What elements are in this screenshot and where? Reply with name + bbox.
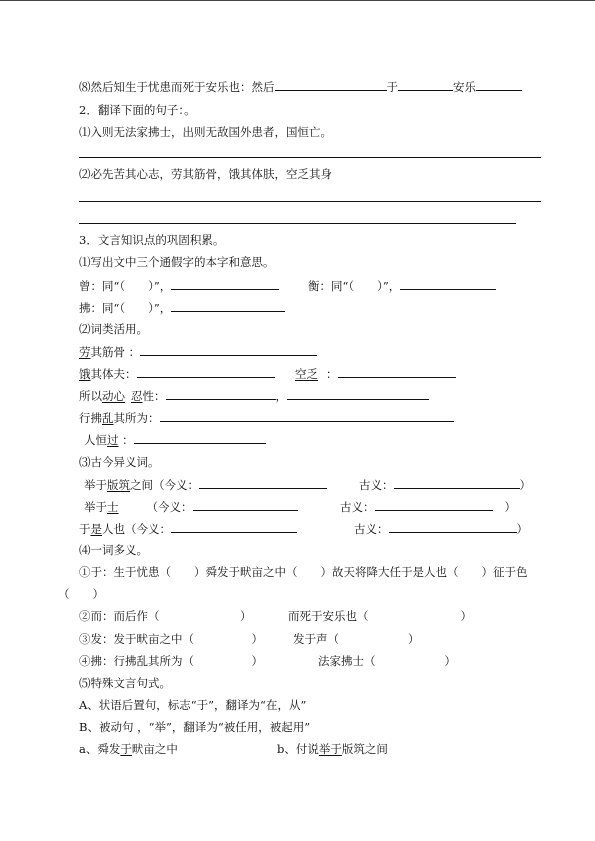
cilei-e-blank[interactable] (137, 366, 275, 378)
cilei-row-1-text: 其筋骨 ： (90, 345, 141, 359)
gujin-row-3 (79, 521, 297, 536)
gujin-row-2b (340, 499, 516, 514)
cilei-row-1 (79, 344, 317, 359)
q8-anle: 安乐 (453, 80, 476, 94)
duoyi-er-b: 而死于安乐也（ ） (288, 609, 472, 623)
page-top-border (0, 0, 595, 1)
gujin-row-2-text: （今义： (146, 500, 193, 514)
cilei-row-5 (84, 432, 266, 447)
gujin-r2-jinyi-blank[interactable] (193, 499, 298, 511)
q8-blank-1[interactable] (275, 79, 387, 91)
gujin-r3-guyi-blank[interactable] (389, 521, 517, 533)
gujin-word-banzhu: 版筑 (107, 478, 130, 492)
cilei-word-luan: 乱 (102, 411, 114, 425)
cilei-row-2b (295, 366, 456, 381)
gujin-row-3-pre: 于 (79, 522, 91, 536)
cilei-word-lao: 劳 (79, 345, 91, 359)
cilei-row-2-text: 其体夫： (90, 367, 137, 381)
duoyi-fu-a: ④拂：行拂乱其所为（ ） (79, 654, 263, 668)
cilei-row-4-pre: 行拂 (79, 411, 102, 425)
gujin-r3-guyi-label: 古义： (354, 522, 389, 536)
q2-sentence-1: ⑴入则无法家拂士，出则无敌国外患者，国恒亡。 (79, 125, 332, 139)
gujin-r1-guyi-label: 古义： (359, 478, 394, 492)
duoyi-fa-a: ③发：发于畎亩之中（ ） (79, 632, 263, 646)
duoyi-title: ⑷一词多义。 (79, 543, 148, 557)
jushi-example-a (79, 742, 178, 756)
cilei-row-4 (79, 410, 454, 425)
gujin-row-2 (84, 499, 298, 514)
cilei-row-5-pre: 人恒 (84, 433, 107, 447)
gujin-r1-guyi-blank[interactable] (394, 477, 520, 489)
gujin-r1-jinyi-blank[interactable] (199, 477, 327, 489)
jushi-ex-a-rest: 畎亩之中 (131, 742, 178, 756)
duoyi-yu-line: ①于：生于忧患（ ）舜发于畎亩之中（ ）故天将降大任于是人也（ ）征于色 (79, 565, 528, 579)
cilei-row-3-text: 性： (142, 389, 166, 403)
cilei-row-4-text: 其所为： (113, 411, 160, 425)
cilei-word-ren: 忍 (131, 389, 143, 403)
gujin-word-shi: 士 (107, 500, 119, 514)
q8-yu: 于 (386, 80, 398, 94)
q8-prefix: ⑻然后知生于忧患而死于安乐也：然后 (79, 80, 275, 94)
q2-answer-line-3[interactable] (79, 223, 516, 224)
gujin-row-1b (359, 477, 531, 492)
tongjia-row-2 (79, 300, 285, 315)
jushi-title: ⑸特殊文言句式。 (79, 676, 171, 690)
cilei-row-3-pre: 所以 (79, 389, 102, 403)
cilei-renxing-blank[interactable] (287, 388, 429, 400)
jushi-a: A、状语后置句，标志“于”，翻译为“在，从” (79, 698, 307, 712)
tongjia-heng-blank[interactable] (400, 278, 496, 290)
gujin-title: ⑶古今异义词。 (79, 455, 160, 469)
tongjia-fu-blank[interactable] (171, 300, 285, 312)
gujin-row-3b (354, 521, 528, 536)
jushi-ex-b-rest: 版筑之间 (341, 742, 388, 756)
tongjia-heng-label: 衡：同“（ ）”， (308, 279, 401, 293)
gujin-r2-guyi-label: 古义： (340, 500, 375, 514)
cilei-word-kongfa: 空乏 (295, 367, 318, 381)
q2-sentence-2: ⑵必先苦其心志，劳其筋骨，饿其体肤，空乏其身 (79, 167, 332, 181)
jushi-ex-a-pre: a、舜发 (79, 742, 121, 756)
jushi-example-b (277, 742, 388, 756)
cilei-dongxin-blank[interactable] (166, 388, 276, 400)
cilei-word-e: 饿 (79, 367, 91, 381)
cilei-title: ⑵词类活用。 (79, 322, 148, 336)
q8-blank-2[interactable] (398, 79, 453, 91)
q8-line (79, 79, 522, 94)
gujin-row-1 (84, 477, 327, 492)
cilei-kongfa-colon: ： (326, 367, 338, 381)
gujin-r1-close: ） (519, 478, 531, 492)
gujin-r3-close: ） (516, 522, 528, 536)
tongjia-zeng-blank[interactable] (171, 278, 279, 290)
tongjia-zeng-label: 曾：同“（ ）”， (79, 279, 172, 293)
gujin-word-shi2: 是 (90, 522, 102, 536)
cilei-row-3 (79, 388, 429, 403)
gujin-row-1-text: 之间（今义： (130, 478, 199, 492)
cilei-row-3-comma: ， (275, 389, 287, 403)
gujin-r2-guyi-blank[interactable] (375, 499, 493, 511)
cilei-row-5-text: ： (118, 433, 134, 447)
cilei-word-dongxin: 动心 (102, 389, 125, 403)
q3-heading: 3．文言知识点的巩固积累。 (79, 233, 225, 247)
cilei-word-guo: 过 (107, 433, 119, 447)
duoyi-fa-b: 发于声（ ） (293, 632, 420, 646)
gujin-r3-jinyi-blank[interactable] (171, 521, 297, 533)
cilei-row-2 (79, 366, 275, 381)
q2-answer-line-1[interactable] (79, 157, 541, 158)
tongjia-row-1b (308, 278, 496, 293)
cilei-lao-blank[interactable] (140, 344, 317, 356)
gujin-r2-close: ） (504, 500, 516, 514)
cilei-luan-blank[interactable] (160, 410, 454, 422)
tongjia-row-1 (79, 278, 279, 293)
gujin-row-2-pre: 举于 (84, 500, 107, 514)
duoyi-er-a: ②而：而后作（ ） (79, 609, 252, 623)
q2-answer-line-2[interactable] (79, 201, 541, 202)
cilei-guo-blank[interactable] (134, 432, 266, 444)
jushi-ex-b-pre: b、付说 (277, 742, 319, 756)
tongjia-fu-label: 拂：同“（ ）”， (79, 301, 172, 315)
gujin-row-3-text: 人也（今义： (102, 522, 171, 536)
tongjia-title: ⑴写出文中三个通假字的本字和意思。 (79, 255, 275, 269)
q2-heading: 2．翻译下面的句子：。 (79, 103, 196, 117)
duoyi-fu-b: 法家拂士（ ） (318, 654, 456, 668)
jushi-b: B、被动句 ，“举”，翻译为“被任用，被起用” (79, 720, 311, 734)
jushi-ex-a-word: 于 (120, 742, 132, 756)
jushi-ex-b-word: 举于 (318, 742, 342, 756)
gujin-row-1-pre: 举于 (84, 478, 107, 492)
q8-blank-3[interactable] (476, 79, 522, 91)
cilei-kongfa-blank[interactable] (338, 366, 456, 378)
duoyi-yu-wrap: （ ） (58, 587, 104, 601)
